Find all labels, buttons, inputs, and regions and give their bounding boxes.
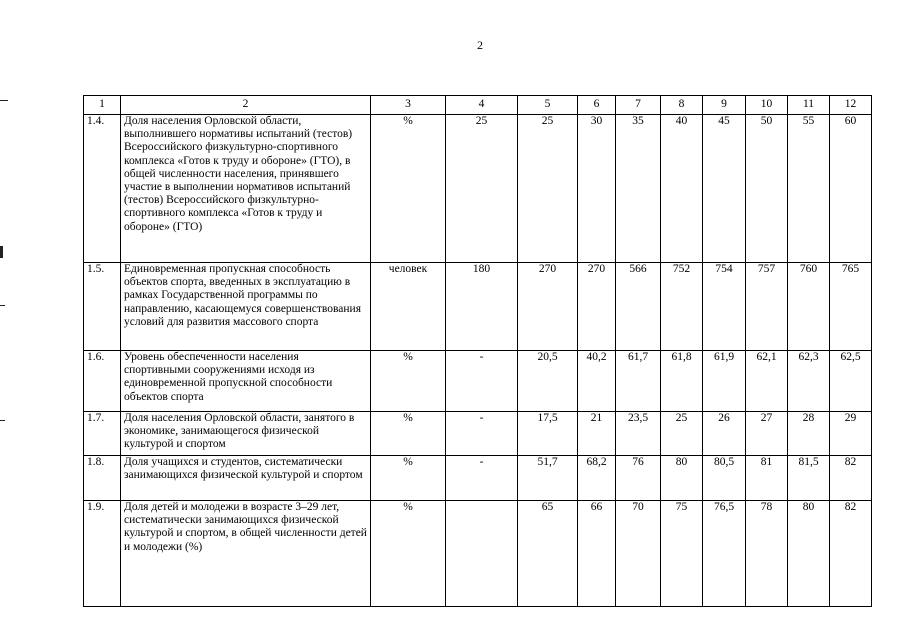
value-cell: 50 xyxy=(746,115,788,263)
row-number: 1.7. xyxy=(84,412,121,456)
value-cell: 30 xyxy=(578,115,616,263)
value-cell: 29 xyxy=(830,412,872,456)
value-cell: 40 xyxy=(661,115,703,263)
value-cell: 62,5 xyxy=(830,351,872,412)
value-cell: 62,1 xyxy=(746,351,788,412)
column-header: 2 xyxy=(121,96,371,115)
value-cell: 68,2 xyxy=(578,456,616,501)
column-header: 11 xyxy=(788,96,830,115)
page-number: 2 xyxy=(477,38,483,52)
value-cell: 20,5 xyxy=(518,351,578,412)
value-cell: 35 xyxy=(616,115,661,263)
margin-mark xyxy=(0,305,5,306)
column-header: 1 xyxy=(84,96,121,115)
value-cell: 760 xyxy=(788,263,830,351)
value-cell: 26 xyxy=(703,412,746,456)
row-number: 1.5. xyxy=(84,263,121,351)
value-cell: 78 xyxy=(746,501,788,607)
table-header-row xyxy=(84,96,872,115)
column-header: 3 xyxy=(371,96,446,115)
value-cell: 45 xyxy=(703,115,746,263)
value-cell: 765 xyxy=(830,263,872,351)
unit-cell: % xyxy=(371,351,446,412)
unit-cell: % xyxy=(371,501,446,607)
indicator-name: Доля детей и молодежи в возрасте 3–29 лет, систематически занимающихся физической культурой и спортом, в общей численности детей и молодежи (%) xyxy=(121,501,371,607)
row-number: 1.4. xyxy=(84,115,121,263)
unit-cell: % xyxy=(371,115,446,263)
value-cell: 51,7 xyxy=(518,456,578,501)
value-cell: - xyxy=(446,412,518,456)
value-cell: 25 xyxy=(661,412,703,456)
value-cell: 76,5 xyxy=(703,501,746,607)
value-cell: 55 xyxy=(788,115,830,263)
value-cell: 81 xyxy=(746,456,788,501)
value-cell: 81,5 xyxy=(788,456,830,501)
margin-mark xyxy=(0,100,8,101)
value-cell: 23,5 xyxy=(616,412,661,456)
value-cell: 757 xyxy=(746,263,788,351)
value-cell: 17,5 xyxy=(518,412,578,456)
value-cell: 80 xyxy=(661,456,703,501)
table-row xyxy=(84,412,872,456)
indicator-name: Уровень обеспеченности населения спортивными сооружениями исходя из единовременной пропускной способности объектов спорта xyxy=(121,351,371,412)
value-cell: 27 xyxy=(746,412,788,456)
column-header: 9 xyxy=(703,96,746,115)
value-cell: 180 xyxy=(446,263,518,351)
value-cell: 61,9 xyxy=(703,351,746,412)
indicators-table xyxy=(83,95,872,607)
column-header: 6 xyxy=(578,96,616,115)
value-cell: 75 xyxy=(661,501,703,607)
indicator-name: Доля учащихся и студентов, систематически занимающихся физической культурой и спортом xyxy=(121,456,371,501)
unit-cell: % xyxy=(371,456,446,501)
value-cell: 752 xyxy=(661,263,703,351)
indicator-name: Доля населения Орловской области, занятого в экономике, занимающегося физической культурой и спортом xyxy=(121,412,371,456)
value-cell: 70 xyxy=(616,501,661,607)
value-cell: 270 xyxy=(578,263,616,351)
value-cell: 40,2 xyxy=(578,351,616,412)
value-cell: 754 xyxy=(703,263,746,351)
value-cell: 61,8 xyxy=(661,351,703,412)
table-row xyxy=(84,501,872,607)
margin-mark xyxy=(0,246,3,258)
unit-cell: % xyxy=(371,412,446,456)
value-cell: 76 xyxy=(616,456,661,501)
value-cell: - xyxy=(446,351,518,412)
column-header: 8 xyxy=(661,96,703,115)
value-cell: 62,3 xyxy=(788,351,830,412)
column-header: 5 xyxy=(518,96,578,115)
value-cell: 61,7 xyxy=(616,351,661,412)
value-cell: 82 xyxy=(830,501,872,607)
value-cell xyxy=(446,501,518,607)
row-number: 1.9. xyxy=(84,501,121,607)
table-row xyxy=(84,263,872,351)
column-header: 10 xyxy=(746,96,788,115)
value-cell: 28 xyxy=(788,412,830,456)
value-cell: 25 xyxy=(518,115,578,263)
column-header: 12 xyxy=(830,96,872,115)
table-row xyxy=(84,351,872,412)
table-row xyxy=(84,115,872,263)
margin-mark xyxy=(0,420,5,421)
indicator-name: Единовременная пропускная способность объектов спорта, введенных в эксплуатацию в рамках Государственной программы по направлению, касающемуся совершенствования условий для развития массового спорта xyxy=(121,263,371,351)
value-cell: 21 xyxy=(578,412,616,456)
value-cell: 25 xyxy=(446,115,518,263)
row-number: 1.6. xyxy=(84,351,121,412)
table-row xyxy=(84,456,872,501)
value-cell: 80 xyxy=(788,501,830,607)
value-cell: - xyxy=(446,456,518,501)
column-header: 7 xyxy=(616,96,661,115)
value-cell: 270 xyxy=(518,263,578,351)
unit-cell: человек xyxy=(371,263,446,351)
indicator-name: Доля населения Орловской области, выполнившего нормативы испытаний (тестов) Всероссийского физкультурно-спортивного комплекса «Готов к труду и обороне» (ГТО), в общей численности населения, принявшего участие в выполнении нормативов испытаний (тестов) Всероссийского физкультурно-спортивного комплекса «Готов к труду и обороне» (ГТО) xyxy=(121,115,371,263)
column-header: 4 xyxy=(446,96,518,115)
row-number: 1.8. xyxy=(84,456,121,501)
value-cell: 566 xyxy=(616,263,661,351)
value-cell: 82 xyxy=(830,456,872,501)
value-cell: 66 xyxy=(578,501,616,607)
value-cell: 60 xyxy=(830,115,872,263)
value-cell: 65 xyxy=(518,501,578,607)
value-cell: 80,5 xyxy=(703,456,746,501)
